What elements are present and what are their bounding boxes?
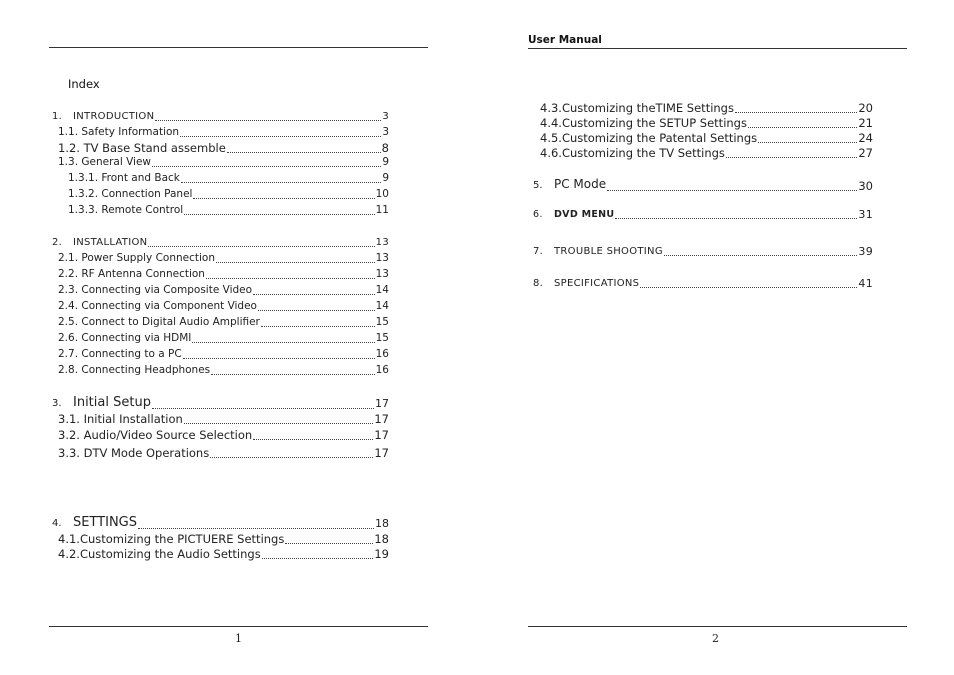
- toc-label: 1.3. General View: [58, 156, 152, 168]
- index-title: Index: [68, 77, 100, 91]
- toc-entry-initial-installation[interactable]: [58, 412, 389, 426]
- toc-entry-rf-antenna[interactable]: [58, 268, 389, 281]
- toc-page: 16: [375, 364, 389, 376]
- toc-entry-dtv-mode[interactable]: [58, 446, 389, 460]
- toc-page: 14: [375, 284, 389, 296]
- toc-leader: [640, 283, 857, 288]
- toc-page: 21: [858, 116, 873, 130]
- toc-entry-front-and-back[interactable]: [68, 172, 389, 185]
- toc-page: 24: [858, 131, 873, 145]
- toc-leader: [193, 194, 374, 199]
- toc-label: SPECIFICATIONS: [554, 278, 640, 289]
- toc-entry-av-source-selection[interactable]: [58, 428, 389, 442]
- toc-leader: [148, 242, 374, 247]
- toc-chapter-number: 7.: [533, 246, 544, 257]
- toc-page: 10: [375, 188, 389, 200]
- toc-label: 4.1.Customizing the PICTUERE Settings: [58, 532, 285, 546]
- toc-leader: [206, 274, 375, 279]
- toc-leader: [258, 306, 375, 311]
- right-page-number: 2: [712, 632, 719, 645]
- toc-leader: [262, 554, 374, 559]
- toc-entry-patental-settings[interactable]: [540, 131, 873, 145]
- toc-leader: [285, 539, 373, 544]
- toc-chapter-number: 3.: [52, 398, 62, 409]
- toc-entry-pc[interactable]: [58, 348, 389, 361]
- right-bottom-rule: [528, 626, 907, 627]
- toc-label: 1.3.3. Remote Control: [68, 204, 184, 216]
- toc-entry-safety-information[interactable]: [58, 126, 389, 139]
- toc-page: 18: [374, 532, 389, 546]
- left-bottom-rule: [49, 626, 428, 627]
- toc-leader: [216, 258, 375, 263]
- toc-leader: [181, 178, 381, 183]
- toc-leader: [138, 524, 374, 529]
- toc-page: 39: [858, 245, 873, 258]
- toc-label: TROUBLE SHOOTING: [554, 246, 663, 257]
- toc-page: 17: [374, 428, 389, 442]
- toc-entry-power-supply[interactable]: [58, 252, 389, 265]
- toc-leader: [664, 251, 858, 256]
- toc-page: 20: [858, 101, 873, 115]
- toc-entry-trouble-shooting[interactable]: [533, 245, 873, 258]
- toc-label: 2.1. Power Supply Connection: [58, 252, 215, 264]
- toc-label: 1.3.1. Front and Back: [68, 172, 180, 184]
- toc-chapter-number: 1.: [52, 111, 63, 122]
- toc-entry-composite-video[interactable]: [58, 284, 389, 297]
- toc-leader: [253, 435, 373, 440]
- toc-leader: [253, 290, 375, 295]
- toc-page: 13: [375, 237, 389, 248]
- toc-label: 2.8. Connecting Headphones: [58, 364, 211, 376]
- toc-label: 4.4.Customizing the SETUP Settings: [540, 116, 747, 130]
- left-page-number: 1: [235, 632, 242, 645]
- toc-label: 3.3. DTV Mode Operations: [58, 446, 210, 460]
- toc-chapter-number: 6.: [533, 209, 543, 220]
- left-top-rule: [49, 47, 428, 48]
- toc-label: 1.1. Safety Information: [58, 126, 180, 138]
- toc-page: 3: [382, 126, 389, 138]
- toc-label: 1.3.2. Connection Panel: [68, 188, 193, 200]
- toc-leader: [152, 162, 381, 167]
- toc-page: 13: [375, 252, 389, 264]
- toc-leader: [758, 138, 857, 143]
- toc-page: 30: [858, 179, 873, 193]
- toc-page: 17: [374, 446, 389, 460]
- toc-page: 9: [382, 156, 389, 168]
- toc-label: SETTINGS: [73, 515, 138, 530]
- toc-entry-dvd-menu[interactable]: [533, 208, 873, 221]
- toc-label: 2.2. RF Antenna Connection: [58, 268, 205, 280]
- toc-entry-component-video[interactable]: [58, 300, 389, 313]
- toc-leader: [155, 116, 381, 121]
- toc-leader: [615, 214, 857, 219]
- toc-leader: [735, 108, 857, 113]
- toc-chapter-number: 5.: [533, 180, 543, 191]
- toc-page: 9: [382, 172, 389, 184]
- toc-leader: [211, 370, 374, 375]
- toc-label: INTRODUCTION: [73, 111, 155, 122]
- toc-label: 4.6.Customizing the TV Settings: [540, 146, 725, 160]
- toc-leader: [183, 354, 375, 359]
- right-top-rule: [528, 48, 907, 49]
- toc-entry-setup-settings[interactable]: [540, 116, 873, 130]
- toc-label: 3.1. Initial Installation: [58, 412, 183, 426]
- toc-entry-tv-base-stand[interactable]: [58, 141, 389, 155]
- toc-entry-specifications[interactable]: [533, 277, 873, 290]
- toc-leader: [261, 322, 375, 327]
- header-title: User Manual: [528, 34, 602, 46]
- toc-label: 2.5. Connect to Digital Audio Amplifier: [58, 316, 260, 328]
- toc-leader: [748, 123, 857, 128]
- toc-leader: [184, 419, 374, 424]
- toc-label: 1.2. TV Base Stand assemble: [58, 141, 226, 155]
- toc-chapter-number: 8.: [533, 278, 544, 289]
- toc-page: 11: [375, 204, 389, 216]
- toc-page: 15: [375, 332, 389, 344]
- toc-leader: [607, 186, 857, 191]
- toc-page: 14: [375, 300, 389, 312]
- toc-page: 19: [374, 547, 389, 561]
- toc-label: 4.5.Customizing the Patental Settings: [540, 131, 758, 145]
- toc-label: 2.7. Connecting to a PC: [58, 348, 182, 360]
- toc-page: 3: [382, 111, 389, 122]
- toc-entry-picture-settings[interactable]: [58, 532, 389, 546]
- toc-entry-general-view[interactable]: [58, 156, 389, 169]
- toc-page: 41: [858, 277, 873, 290]
- toc-entry-introduction[interactable]: [52, 110, 389, 123]
- toc-page: 18: [375, 517, 389, 530]
- toc-page: 31: [858, 208, 873, 221]
- toc-entry-remote-control[interactable]: [68, 204, 389, 217]
- toc-label: PC Mode: [554, 177, 607, 191]
- toc-page: 15: [375, 316, 389, 328]
- toc-leader: [180, 132, 381, 137]
- toc-page: 8: [381, 141, 389, 155]
- toc-leader: [184, 210, 374, 215]
- toc-label: INSTALLATION: [73, 237, 148, 248]
- toc-entry-pc-mode[interactable]: [533, 177, 873, 193]
- toc-label: Initial Setup: [73, 395, 151, 410]
- toc-chapter-number: 2.: [52, 237, 63, 248]
- toc-entry-time-settings[interactable]: [540, 101, 873, 115]
- toc-entry-settings[interactable]: [52, 515, 389, 531]
- toc-entry-headphones[interactable]: [58, 364, 389, 377]
- toc-page: 13: [375, 268, 389, 280]
- toc-label: 4.3.Customizing theTIME Settings: [540, 101, 734, 115]
- toc-page: 16: [375, 348, 389, 360]
- toc-leader: [152, 404, 374, 409]
- toc-page: 17: [375, 397, 389, 410]
- toc-entry-hdmi[interactable]: [58, 332, 389, 345]
- toc-label: 3.2. Audio/Video Source Selection: [58, 428, 253, 442]
- toc-label: 2.3. Connecting via Composite Video: [58, 284, 253, 296]
- toc-leader: [192, 338, 374, 343]
- toc-page: 27: [858, 146, 873, 160]
- toc-leader: [210, 453, 373, 458]
- toc-entry-connection-panel[interactable]: [68, 188, 389, 201]
- toc-leader: [726, 153, 857, 158]
- toc-leader: [227, 148, 381, 153]
- toc-page: 17: [374, 412, 389, 426]
- toc-entry-audio-settings[interactable]: [58, 547, 389, 561]
- toc-entry-initial-setup[interactable]: [52, 395, 389, 411]
- toc-chapter-number: 4.: [52, 518, 62, 529]
- toc-label: 2.4. Connecting via Component Video: [58, 300, 257, 312]
- toc-label: 4.2.Customizing the Audio Settings: [58, 547, 261, 561]
- toc-entry-digital-audio[interactable]: [58, 316, 389, 329]
- toc-entry-tv-settings[interactable]: [540, 146, 873, 160]
- toc-entry-installation[interactable]: [52, 236, 389, 249]
- toc-label: DVD MENU: [554, 209, 615, 220]
- toc-label: 2.6. Connecting via HDMI: [58, 332, 192, 344]
